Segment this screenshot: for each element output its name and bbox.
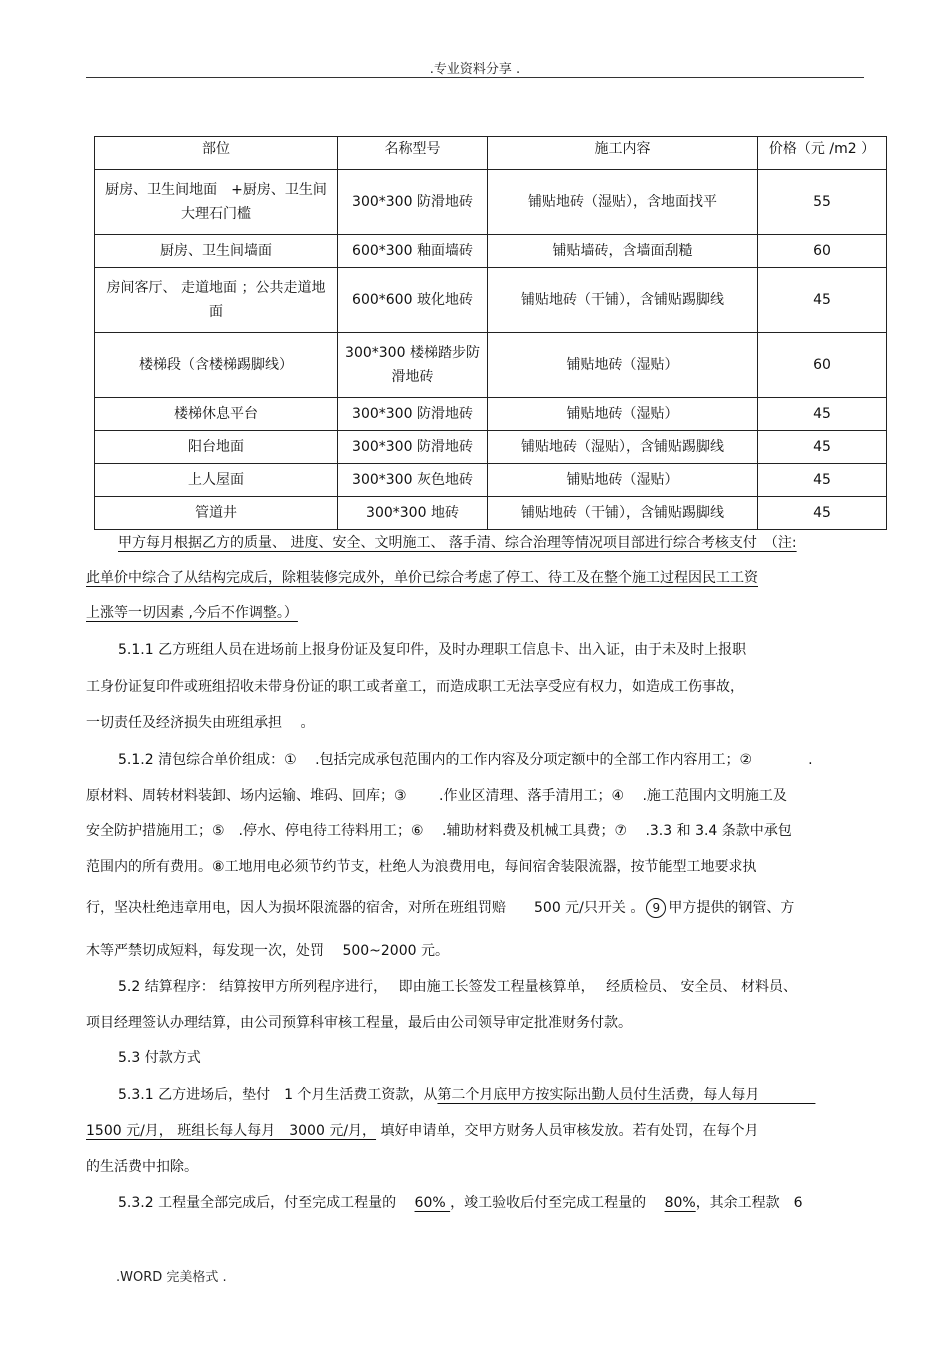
- clause-5-2-line-2: 项目经理签认办理结算，由公司预算科审核工程量，最后由公司领导审定批准财务付款。: [86, 1015, 632, 1031]
- cell-part: 房间客厅、 走道地面 ；公共走道地面: [95, 268, 338, 333]
- cell-model: 600*300 釉面墙砖: [338, 235, 488, 268]
- clause-5-3-title: 5.3 付款方式: [118, 1050, 201, 1066]
- cell-content: 铺贴地砖（湿贴）: [488, 464, 758, 497]
- cell-price: 45: [758, 497, 887, 530]
- cell-price: 60: [758, 235, 887, 268]
- table-row: [95, 464, 887, 497]
- clause-5-1-1-line-3: 一切责任及经济损失由班组承担 。: [86, 715, 315, 731]
- cell-content: 铺贴地砖（湿贴）: [488, 398, 758, 431]
- circled-number-nine: 9: [646, 898, 666, 918]
- price-table: [94, 136, 887, 530]
- clause-5-1-2-line-5: 行，坚决杜绝违章用电，因人为损坏限流器的宿舍，对所在班组罚赔 500 元/只开关 。 9 甲方提供的钢管、方: [86, 900, 795, 916]
- table-row: [95, 268, 887, 333]
- payment-note-line-3: 上涨等一切因素 ,今后不作调整。）: [86, 605, 298, 621]
- cell-model: 300*300 防滑地砖: [338, 431, 488, 464]
- table-row: [95, 170, 887, 235]
- col-header-price: 价格（元 /m2 ）: [758, 137, 887, 170]
- cell-model: 300*300 地砖: [338, 497, 488, 530]
- cell-price: 45: [758, 464, 887, 497]
- clause-5-1-2-line-1: 5.1.2 清包综合单价组成：① .包括完成承包范围内的工作内容及分项定额中的全部工作内容用工；② .: [118, 752, 813, 768]
- cell-part: 阳台地面: [95, 431, 338, 464]
- clause-5-3-1-line-2: 1500 元/月， 班组长每人每月 3000 元/月， 填好申请单，交甲方财务人员审核发放。若有处罚，在每个月: [86, 1123, 759, 1139]
- cell-content: 铺贴地砖（湿贴），含地面找平: [488, 170, 758, 235]
- cell-price: 45: [758, 398, 887, 431]
- col-header-content: 施工内容: [488, 137, 758, 170]
- cell-part: 管道井: [95, 497, 338, 530]
- cell-model: 300*300 防滑地砖: [338, 170, 488, 235]
- table-header-row: [95, 137, 887, 170]
- clause-5-1-2-line-4: 范围内的所有费用。⑧工地用电必须节约节支，杜绝人为浪费用电，每间宿舍装限流器，按节能型工地要求执: [86, 859, 757, 875]
- cell-content: 铺贴地砖（湿贴）: [488, 333, 758, 398]
- clause-5-1-1-line-2: 工身份证复印件或班组招收未带身份证的职工或者童工，而造成职工无法享受应有权力，如造成工伤事故，: [86, 679, 744, 695]
- cell-content: 铺贴地砖（湿贴），含铺贴踢脚线: [488, 431, 758, 464]
- page-footer: .WORD 完美格式 .: [116, 1270, 227, 1285]
- cell-part: 厨房、卫生间墙面: [95, 235, 338, 268]
- col-header-part: 部位: [95, 137, 338, 170]
- clause-5-1-1-line-1: 5.1.1 乙方班组人员在进场前上报身份证及复印件，及时办理职工信息卡、出入证，由于未及时上报职: [118, 642, 747, 658]
- payment-note-line-2: 此单价中综合了从结构完成后，除粗装修完成外，单价已综合考虑了停工、待工及在整个施工过程因民工工资: [86, 570, 758, 586]
- cell-model: 300*300 防滑地砖: [338, 398, 488, 431]
- clause-5-1-2-line-2: 原材料、周转材料装卸、场内运输、堆码、回库；③ .作业区清理、落手清用工；④ .施工范围内文明施工及: [86, 788, 787, 804]
- clause-5-3-1-line-3: 的生活费中扣除。: [86, 1159, 198, 1175]
- cell-price: 60: [758, 333, 887, 398]
- clause-5-1-2-line-6: 木等严禁切成短料，每发现一次，处罚 500~2000 元。: [86, 943, 449, 959]
- cell-model: 300*300 灰色地砖: [338, 464, 488, 497]
- payment-note-line-1: 甲方每月根据乙方的质量、 进度、安全、文明施工、 落手清、综合治理等情况项目部进行综合考核支付 （注:: [118, 535, 797, 551]
- cell-part: 楼梯休息平台: [95, 398, 338, 431]
- clause-5-3-2-line-1: 5.3.2 工程量全部完成后，付至完成工程量的 60% ，竣工验收后付至完成工程量的 80%，其余工程款 6: [118, 1195, 803, 1211]
- cell-part: 楼梯段（含楼梯踢脚线）: [95, 333, 338, 398]
- cell-content: 铺贴墙砖，含墙面刮糙: [488, 235, 758, 268]
- cell-part: 厨房、卫生间地面 +厨房、卫生间大理石门槛: [95, 170, 338, 235]
- cell-model: 600*600 玻化地砖: [338, 268, 488, 333]
- table-row: [95, 497, 887, 530]
- cell-part: 上人屋面: [95, 464, 338, 497]
- clause-5-3-1-line-1: 5.3.1 乙方进场后，垫付 1 个月生活费工资款，从第二个月底甲方按实际出勤人员付生活费，每人每月: [118, 1087, 816, 1103]
- cell-price: 45: [758, 268, 887, 333]
- page-header: .专业资料分享 .: [429, 62, 521, 77]
- cell-price: 45: [758, 431, 887, 464]
- header-divider: [86, 77, 864, 78]
- table-row: [95, 235, 887, 268]
- table-row: [95, 431, 887, 464]
- cell-content: 铺贴地砖（干铺），含铺贴踢脚线: [488, 268, 758, 333]
- cell-content: 铺贴地砖（干铺），含铺贴踢脚线: [488, 497, 758, 530]
- table-row: [95, 333, 887, 398]
- cell-model: 300*300 楼梯踏步防滑地砖: [338, 333, 488, 398]
- col-header-model: 名称型号: [338, 137, 488, 170]
- table-row: [95, 398, 887, 431]
- clause-5-1-2-line-3: 安全防护措施用工；⑤ .停水、停电待工待料用工；⑥ .辅助材料费及机械工具费；⑦ .3.3 和 3.4 条款中承包: [86, 823, 792, 839]
- cell-price: 55: [758, 170, 887, 235]
- clause-5-2-line-1: 5.2 结算程序： 结算按甲方所列程序进行， 即由施工长签发工程量核算单， 经质检员、 安全员、 材料员、: [118, 979, 797, 995]
